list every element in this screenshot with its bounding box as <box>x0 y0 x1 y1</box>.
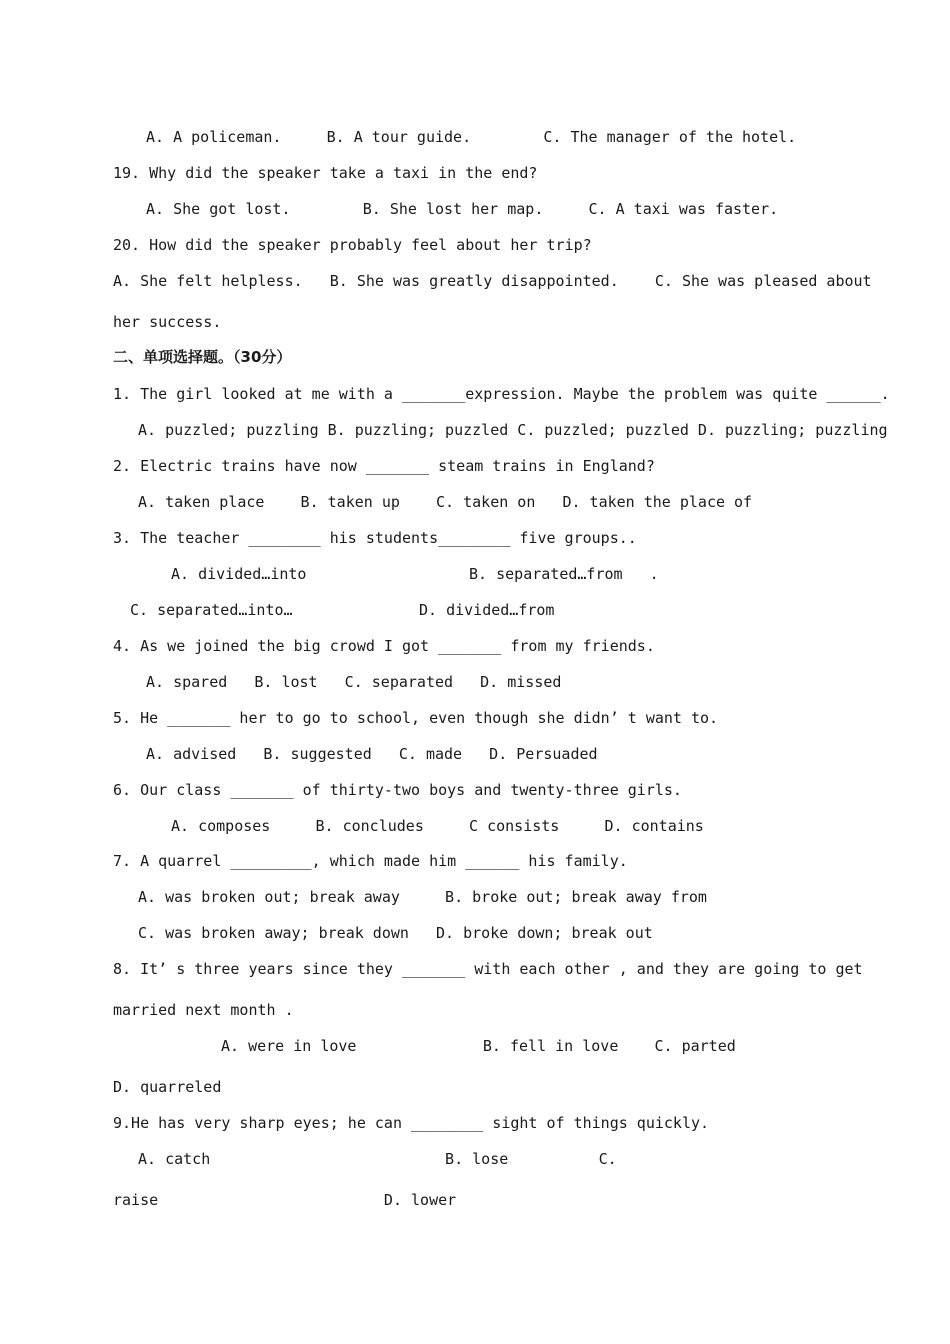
mc7-options-cd: C. was broken away; break down D. broke down; break out <box>138 924 653 942</box>
mc5-options: A. advised B. suggested C. made D. Persuaded <box>146 745 598 763</box>
mc9-question: 9.He has very sharp eyes; he can ________ sight of things quickly. <box>113 1114 710 1132</box>
mc8-question-continued: married next month . <box>113 1001 294 1019</box>
q20-options: A. She felt helpless. B. She was greatly disappointed. C. She was pleased about <box>113 272 872 290</box>
mc5-question: 5. He _______ her to go to school, even though she didn’ t want to. <box>113 709 719 727</box>
mc3-options-ab: A. divided…into B. separated…from . <box>171 565 659 583</box>
mc8-option-d: D. quarreled <box>113 1078 222 1096</box>
q20-question: 20. How did the speaker probably feel about her trip? <box>113 236 592 254</box>
mc4-options: A. spared B. lost C. separated D. missed <box>146 673 562 691</box>
mc7-options-ab: A. was broken out; break away B. broke out; break away from <box>138 888 707 906</box>
mc1-question: 1. The girl looked at me with a _______expression. Maybe the problem was quite ______. <box>113 385 890 403</box>
mc6-options: A. composes B. concludes C consists D. contains <box>171 817 704 835</box>
mc2-question: 2. Electric trains have now _______ steam trains in England? <box>113 457 655 475</box>
mc3-options-cd: C. separated…into… D. divided…from <box>130 601 555 619</box>
mc6-question: 6. Our class _______ of thirty-two boys and twenty-three girls. <box>113 781 682 799</box>
q19-question: 19. Why did the speaker take a taxi in the end? <box>113 164 538 182</box>
section-heading: 二、单项选择题。（30分） <box>113 348 292 366</box>
mc8-options-abc: A. were in love B. fell in love C. parted <box>221 1037 736 1055</box>
mc7-question: 7. A quarrel _________, which made him ______ his family. <box>113 852 628 870</box>
q20-options-continued: her success. <box>113 313 222 331</box>
q19-options: A. She got lost. B. She lost her map. C. A taxi was faster. <box>146 200 779 218</box>
mc9-options-abc: A. catch B. lose C. <box>138 1150 617 1168</box>
mc4-question: 4. As we joined the big crowd I got _______ from my friends. <box>113 637 655 655</box>
mc2-options: A. taken place B. taken up C. taken on D. taken the place of <box>138 493 753 511</box>
mc1-options: A. puzzled; puzzling B. puzzling; puzzled C. puzzled; puzzled D. puzzling; puzzling <box>138 421 888 439</box>
q18-options: A. A policeman. B. A tour guide. C. The manager of the hotel. <box>146 128 797 146</box>
mc8-question: 8. It’ s three years since they _______ with each other , and they are going to get <box>113 960 863 978</box>
mc3-question: 3. The teacher ________ his students________ five groups.. <box>113 529 637 547</box>
mc9-options-continued: raise D. lower <box>113 1191 457 1209</box>
